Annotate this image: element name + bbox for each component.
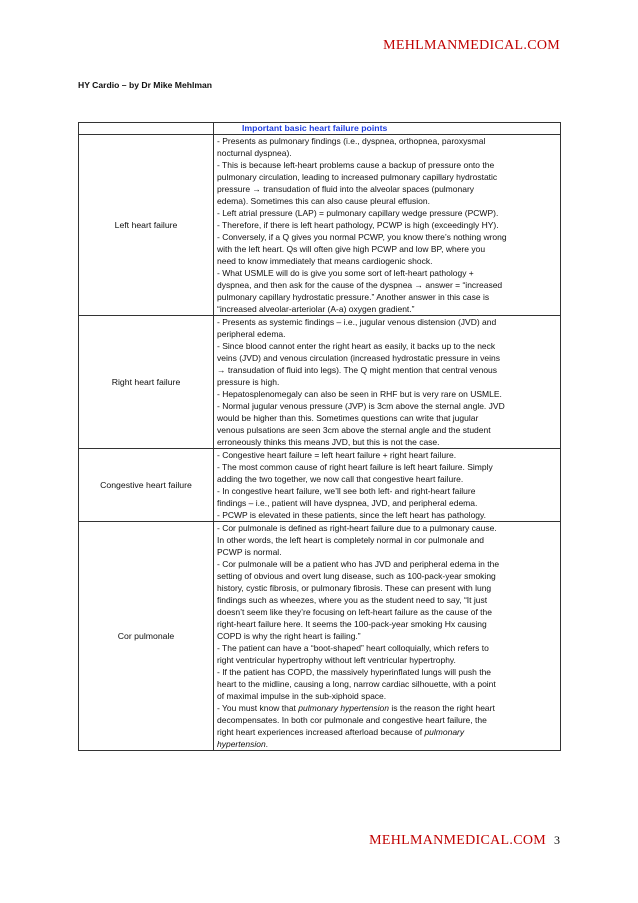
content-line: erroneously thinks this means JVD, but this is not the case. bbox=[217, 437, 440, 447]
content-line: setting of obvious and overt lung disease, such as 100-pack-year smoking bbox=[217, 571, 496, 581]
content-line: In other words, the left heart is completely normal in cor pulmonale and bbox=[217, 535, 484, 545]
content-line: heart to the midline, causing a long, narrow cardiac silhouette, with a point bbox=[217, 679, 496, 689]
table-row bbox=[79, 316, 561, 449]
heart-failure-table bbox=[78, 122, 561, 751]
content-line: - Congestive heart failure = left heart failure + right heart failure. bbox=[217, 450, 457, 460]
content-line: pressure → transudation of fluid into the alveolar spaces (pulmonary bbox=[217, 184, 475, 194]
content-line: - This is because left-heart problems cause a backup of pressure onto the bbox=[217, 160, 495, 170]
content-line: - If the patient has COPD, the massively hyperinflated lungs will push the bbox=[217, 667, 492, 677]
row-label: Congestive heart failure bbox=[79, 449, 214, 522]
content-line: - Conversely, if a Q gives you normal PCWP, you know there’s nothing wrong bbox=[217, 232, 507, 242]
content-line: would be higher than this. Sometimes questions can write that jugular bbox=[217, 413, 479, 423]
content-line: adding the two together, we now call that congestive heart failure. bbox=[217, 474, 464, 484]
content-line: right ventricular hypertrophy without left ventricular hypertrophy. bbox=[217, 655, 456, 665]
row-content bbox=[214, 449, 561, 522]
content-line: - You must know that pulmonary hypertension is the reason the right heart bbox=[217, 703, 495, 713]
content-line: peripheral edema. bbox=[217, 329, 286, 339]
table-heading-spacer bbox=[79, 123, 214, 135]
content-line: decompensates. In both cor pulmonale and congestive heart failure, the bbox=[217, 715, 487, 725]
row-content bbox=[214, 522, 561, 751]
row-label: Right heart failure bbox=[79, 316, 214, 449]
content-line: of maximal impulse in the sub-xiphoid space. bbox=[217, 691, 387, 701]
content-line: veins (JVD) and venous circulation (increased hydrostatic pressure in veins bbox=[217, 353, 500, 363]
row-label: Cor pulmonale bbox=[79, 522, 214, 751]
content-line: - PCWP is elevated in these patients, since the left heart has pathology. bbox=[217, 510, 487, 520]
content-line: right-heart failure here. It seems the 100-pack-year smoking Hx causing bbox=[217, 619, 487, 629]
content-line: → transudation of fluid into legs). The Q might mention that central venous bbox=[217, 365, 498, 375]
content-line: - The patient can have a “boot-shaped” heart colloquially, which refers to bbox=[217, 643, 489, 653]
table-heading: Important basic heart failure points bbox=[214, 123, 561, 135]
content-line: pressure is high. bbox=[217, 377, 280, 387]
content-line: history, cystic fibrosis, or pulmonary fibrosis. These can present with lung bbox=[217, 583, 492, 593]
content-line: - Hepatosplenomegaly can also be seen in RHF but is very rare on USMLE. bbox=[217, 389, 502, 399]
content-line: edema). Sometimes this can also cause pleural effusion. bbox=[217, 196, 430, 206]
content-line: nocturnal dyspnea). bbox=[217, 148, 292, 158]
content-line: pulmonary capillary hydrostatic pressure.” Another answer in this case is bbox=[217, 292, 490, 302]
content-line: venous pulsations are seen 3cm above the sternal angle and the student bbox=[217, 425, 491, 435]
table-header-row bbox=[79, 123, 561, 135]
header-brand: MEHLMANMEDICAL.COM bbox=[383, 38, 560, 53]
content-line: COPD is why the right heart is failing.” bbox=[217, 631, 361, 641]
row-content bbox=[214, 135, 561, 316]
content-line: - Normal jugular venous pressure (JVP) is 3cm above the sternal angle. JVD bbox=[217, 401, 505, 411]
content-line: - Since blood cannot enter the right heart as easily, it backs up to the neck bbox=[217, 341, 496, 351]
footer bbox=[369, 833, 560, 849]
document-title: HY Cardio – by Dr Mike Mehlman bbox=[78, 80, 213, 90]
content-line: pulmonary circulation, leading to increased pulmonary capillary hydrostatic bbox=[217, 172, 498, 182]
table-row bbox=[79, 522, 561, 751]
table-row bbox=[79, 135, 561, 316]
row-label: Left heart failure bbox=[79, 135, 214, 316]
content-line: hypertension. bbox=[217, 739, 269, 749]
table-row bbox=[79, 449, 561, 522]
row-content bbox=[214, 316, 561, 449]
content-line: - In congestive heart failure, we’ll see both left- and right-heart failure bbox=[217, 486, 476, 496]
content-line: findings such as wheezes, where you as the student need to say, “It just bbox=[217, 595, 488, 605]
content-line: - Presents as systemic findings – i.e., jugular venous distension (JVD) and bbox=[217, 317, 497, 327]
content-line: - What USMLE will do is give you some sort of left-heart pathology + bbox=[217, 268, 474, 278]
content-line: - The most common cause of right heart failure is left heart failure. Simply bbox=[217, 462, 493, 472]
content-line: - Left atrial pressure (LAP) = pulmonary capillary wedge pressure (PCWP). bbox=[217, 208, 499, 218]
content-line: findings – i.e., patient will have dyspnea, JVD, and peripheral edema. bbox=[217, 498, 478, 508]
content-line: - Cor pulmonale will be a patient who has JVD and peripheral edema in the bbox=[217, 559, 500, 569]
content-line: dyspnea, and then ask for the cause of the dyspnea → answer = “increased bbox=[217, 280, 503, 290]
content-line: - Therefore, if there is left heart pathology, PCWP is high (exceedingly HY). bbox=[217, 220, 499, 230]
content-line: right heart experiences increased afterload because of pulmonary bbox=[217, 727, 465, 737]
content-line: - Presents as pulmonary findings (i.e., dyspnea, orthopnea, paroxysmal bbox=[217, 136, 486, 146]
content-line: “increased alveolar-arteriolar (A-a) oxygen gradient.” bbox=[217, 304, 415, 314]
content-line: with the left heart. Qs will often give high PCWP and low BP, where you bbox=[217, 244, 486, 254]
content-line: PCWP is normal. bbox=[217, 547, 282, 557]
content-line: doesn’t seem like they’re focusing on left-heart failure as the cause of the bbox=[217, 607, 492, 617]
page-number: 3 bbox=[554, 833, 560, 847]
content-line: - Cor pulmonale is defined as right-heart failure due to a pulmonary cause. bbox=[217, 523, 497, 533]
content-line: need to know immediately that means cardiogenic shock. bbox=[217, 256, 433, 266]
footer-brand: MEHLMANMEDICAL.COM bbox=[369, 833, 546, 848]
